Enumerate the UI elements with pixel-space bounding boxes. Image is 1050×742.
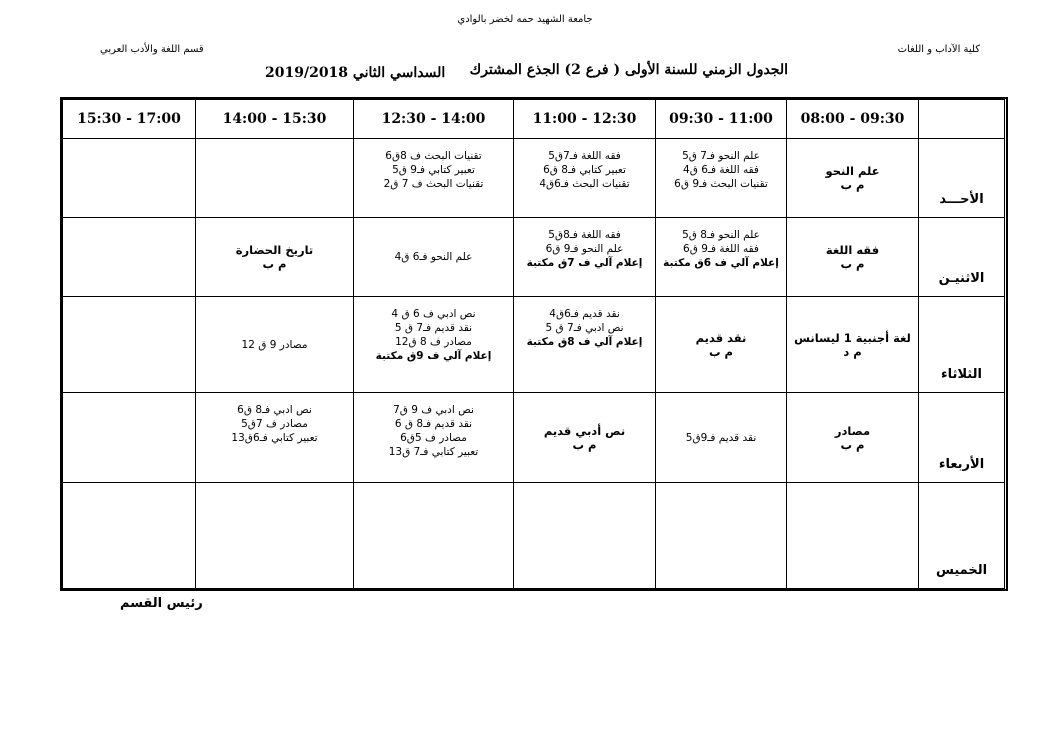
session-entry: مصادر ف 8 ق12 — [395, 336, 472, 348]
schedule-cell — [354, 393, 514, 483]
schedule-cell — [196, 297, 354, 393]
schedule-cell — [354, 139, 514, 218]
schedule-cell — [656, 393, 787, 483]
session-entry: م ب — [840, 437, 865, 452]
session-entry: نقد قديم فـ9ق5 — [685, 431, 757, 444]
session-entry: نص أدبي قديم — [543, 423, 626, 438]
timetable-title: الجدول الزمني للسنة الأولى ( فرع 2) الجذع المشترك — [469, 62, 788, 78]
time-slot-header: 15:30 - 17:00 — [63, 100, 196, 139]
timetable — [62, 99, 1005, 589]
schedule-cell — [63, 139, 196, 218]
day-name: الأحـــد — [919, 139, 1005, 218]
schedule-cell — [354, 483, 514, 589]
schedule-cell — [787, 139, 919, 218]
schedule-cell — [656, 297, 787, 393]
session-entry: نقد قديم فـ8 ق 6 — [394, 418, 473, 430]
faculty-name: كلية الآداب و اللغات — [897, 44, 980, 55]
session-entry: فقه اللغة فـ8ق5 — [548, 229, 621, 241]
session-entry: تقنيات البحث فـ9 ق6 — [674, 178, 768, 190]
schedule-cell — [354, 218, 514, 297]
session-entry: تعبير كتابي فـ9 ق5 — [392, 164, 475, 176]
session-entry: إعلام آلي ف 8ق مكتبة — [526, 336, 643, 348]
session-entry: تعبير كتابي فـ8 ق6 — [543, 164, 626, 176]
university-name: جامعة الشهيد حمه لخضر بالوادي — [457, 14, 593, 25]
department-head-signature: رئيس القسم — [120, 596, 203, 611]
session-entry: مصادر ف 7ق5 — [241, 418, 308, 430]
session-entry: نص ادبي فـ8 ق6 — [237, 404, 312, 416]
schedule-cell — [514, 393, 656, 483]
time-slot-header: 11:00 - 12:30 — [514, 100, 656, 139]
session-entry: م ب — [709, 344, 733, 359]
day-name: الأربعاء — [919, 393, 1005, 483]
schedule-cell — [63, 393, 196, 483]
session-entry: تقنيات البحث ف 8ق6 — [385, 150, 482, 162]
session-entry: نص ادبي فـ7 ق 5 — [545, 322, 624, 334]
time-slot-header: 08:00 - 09:30 — [787, 100, 919, 139]
session-entry: م ب — [572, 437, 597, 452]
time-slot-header: 12:30 - 14:00 — [354, 100, 514, 139]
schedule-cell — [514, 218, 656, 297]
session-entry: فقه اللغة — [825, 243, 880, 257]
schedule-cell — [196, 393, 354, 483]
day-name: الثلاثاء — [919, 297, 1005, 393]
session-entry: إعلام آلي ف 6ق مكتبة — [663, 257, 779, 269]
schedule-cell — [63, 483, 196, 589]
semester-label: السداسي الثاني 2019/2018 — [265, 65, 446, 81]
session-entry: إعلام آلي ف 7ق مكتبة — [526, 257, 643, 269]
session-entry: إعلام آلي ف 9ق مكتبة — [375, 350, 492, 362]
schedule-cell — [656, 139, 787, 218]
session-entry: تقنيات البحث فـ6ق4 — [539, 178, 630, 190]
session-entry: مصادر ف 5ق6 — [400, 432, 467, 444]
time-slot-header: 14:00 - 15:30 — [196, 100, 354, 139]
session-entry: م ب — [840, 257, 865, 271]
session-entry: علم النحو فـ9 ق6 — [545, 243, 624, 255]
session-entry: تعبير كتابي فـ7 ق13 — [388, 446, 479, 458]
schedule-cell — [787, 393, 919, 483]
schedule-cell — [787, 297, 919, 393]
session-entry: م د — [843, 344, 862, 359]
day-row — [63, 297, 1005, 393]
corner-cell — [919, 100, 1005, 139]
session-entry: علم النحو فـ6 ق4 — [394, 251, 473, 263]
schedule-cell — [196, 483, 354, 589]
session-entry: نص ادبي ف 6 ق 4 — [391, 308, 476, 320]
session-entry: نقد قديم — [695, 330, 747, 345]
session-entry: نص ادبي ف 9 ق7 — [393, 404, 474, 416]
day-row — [63, 218, 1005, 297]
schedule-cell — [196, 218, 354, 297]
session-entry: لغة أجنبية 1 ليسانس — [794, 330, 911, 345]
session-entry: علم النحو فـ7 ق5 — [682, 150, 760, 162]
day-row — [63, 393, 1005, 483]
session-entry: فقه اللغة فـ9 ق6 — [683, 243, 759, 255]
session-entry: مصادر — [834, 423, 871, 438]
schedule-cell — [656, 218, 787, 297]
session-entry: م ب — [262, 257, 287, 271]
schedule-cell — [63, 218, 196, 297]
session-entry: تاريخ الحضارة — [235, 243, 314, 257]
day-row — [63, 139, 1005, 218]
session-entry: م ب — [840, 178, 865, 192]
schedule-cell — [63, 297, 196, 393]
schedule-cell — [656, 483, 787, 589]
session-entry: علم النحو فـ8 ق5 — [682, 229, 760, 241]
schedule-cell — [354, 297, 514, 393]
day-row — [63, 483, 1005, 589]
time-slot-header: 09:30 - 11:00 — [656, 100, 787, 139]
day-name: الاثنيـن — [919, 218, 1005, 297]
department-name: قسم اللغة والأدب العربي — [100, 44, 204, 55]
schedule-cell — [514, 483, 656, 589]
session-entry: نقد قديم فـ6ق4 — [549, 308, 620, 320]
schedule-cell — [787, 218, 919, 297]
session-entry: تقنيات البحث ف 7 ق2 — [383, 178, 484, 190]
session-entry: مصادر 9 ق 12 — [241, 338, 308, 351]
time-header-row — [63, 100, 1005, 139]
schedule-cell — [196, 139, 354, 218]
session-entry: فقه اللغة فـ6 ق4 — [683, 164, 759, 176]
session-entry: نقد قديم فـ7 ق 5 — [394, 322, 473, 334]
session-entry: تعبير كتابي فـ6ق13 — [231, 432, 318, 444]
session-entry: علم النحو — [825, 164, 880, 178]
schedule-cell — [787, 483, 919, 589]
session-entry: فقه اللغة فـ7ق5 — [548, 150, 621, 162]
schedule-cell — [514, 139, 656, 218]
day-name: الخميس — [919, 483, 1005, 589]
schedule-cell — [514, 297, 656, 393]
